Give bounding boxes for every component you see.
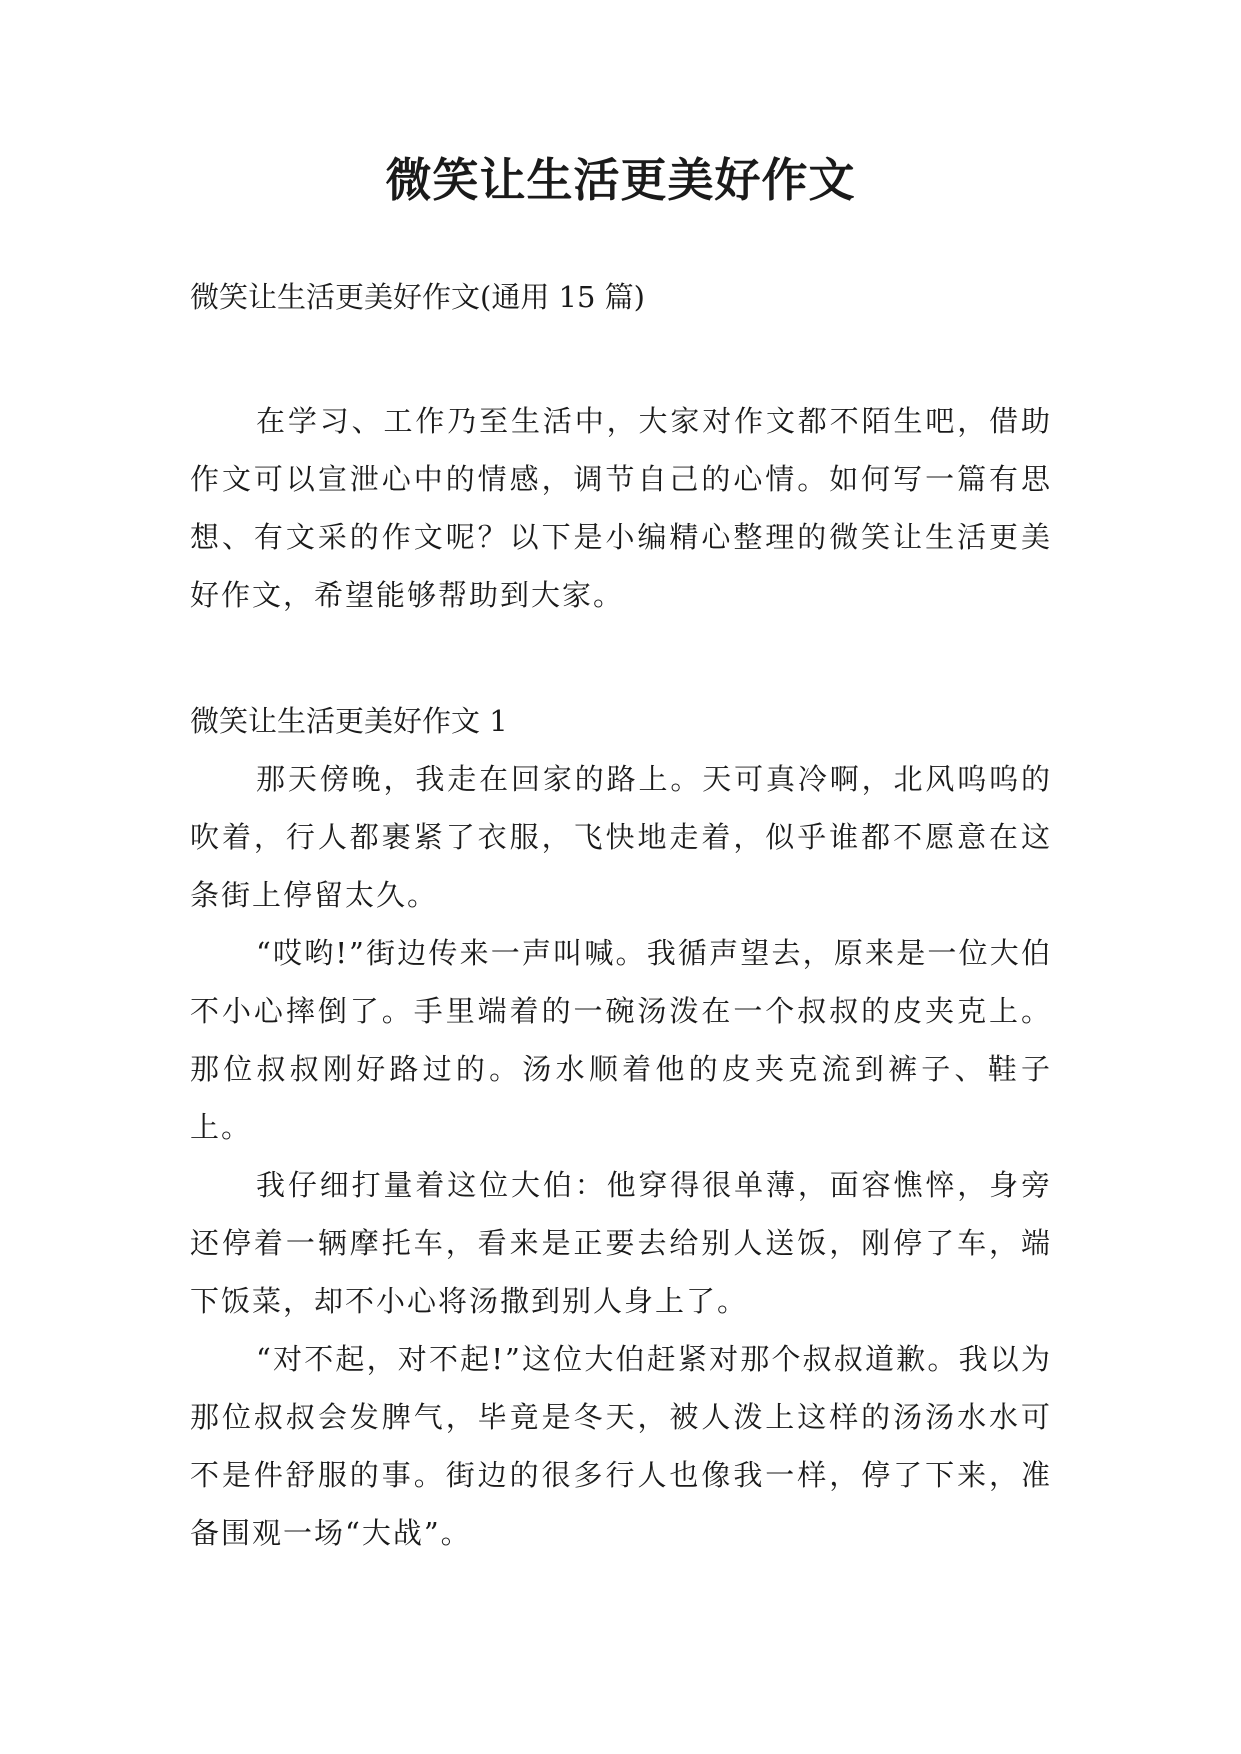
section-heading: 微笑让生活更美好作文 1	[190, 704, 508, 738]
body-paragraph: “对不起，对不起!”这位大伯赶紧对那个叔叔道歉。我以为那位叔叔会发脾气，毕竟是冬天，被人泼上这样的汤汤水水可不是件舒服的事。街边的很多行人也像我一样，停了下来，准备围观一场“大战”。	[190, 1342, 1052, 1550]
body-paragraph: 那天傍晚，我走在回家的路上。天可真冷啊，北风呜呜的吹着，行人都裹紧了衣服，飞快地走着，似乎谁都不愿意在这条街上停留太久。	[190, 762, 1052, 912]
body-paragraph: “哎哟!”街边传来一声叫喊。我循声望去，原来是一位大伯不小心摔倒了。手里端着的一碗汤泼在一个叔叔的皮夹克上。那位叔叔刚好路过的。汤水顺着他的皮夹克流到裤子、鞋子上。	[190, 936, 1052, 1144]
document-title: 微笑让生活更美好作文	[385, 153, 856, 207]
document-body	[190, 268, 1052, 1562]
intro-paragraph: 在学习、工作乃至生活中，大家对作文都不陌生吧，借助作文可以宣泄心中的情感，调节自己的心情。如何写一篇有思想、有文采的作文呢？以下是小编精心整理的微笑让生活更美好作文，希望能够帮助到大家。	[190, 404, 1052, 612]
body-paragraph: 我仔细打量着这位大伯：他穿得很单薄，面容憔悴，身旁还停着一辆摩托车，看来是正要去给别人送饭，刚停了车，端下饭菜，却不小心将汤撒到别人身上了。	[190, 1168, 1052, 1318]
document-subtitle: 微笑让生活更美好作文(通用 15 篇)	[190, 280, 645, 314]
